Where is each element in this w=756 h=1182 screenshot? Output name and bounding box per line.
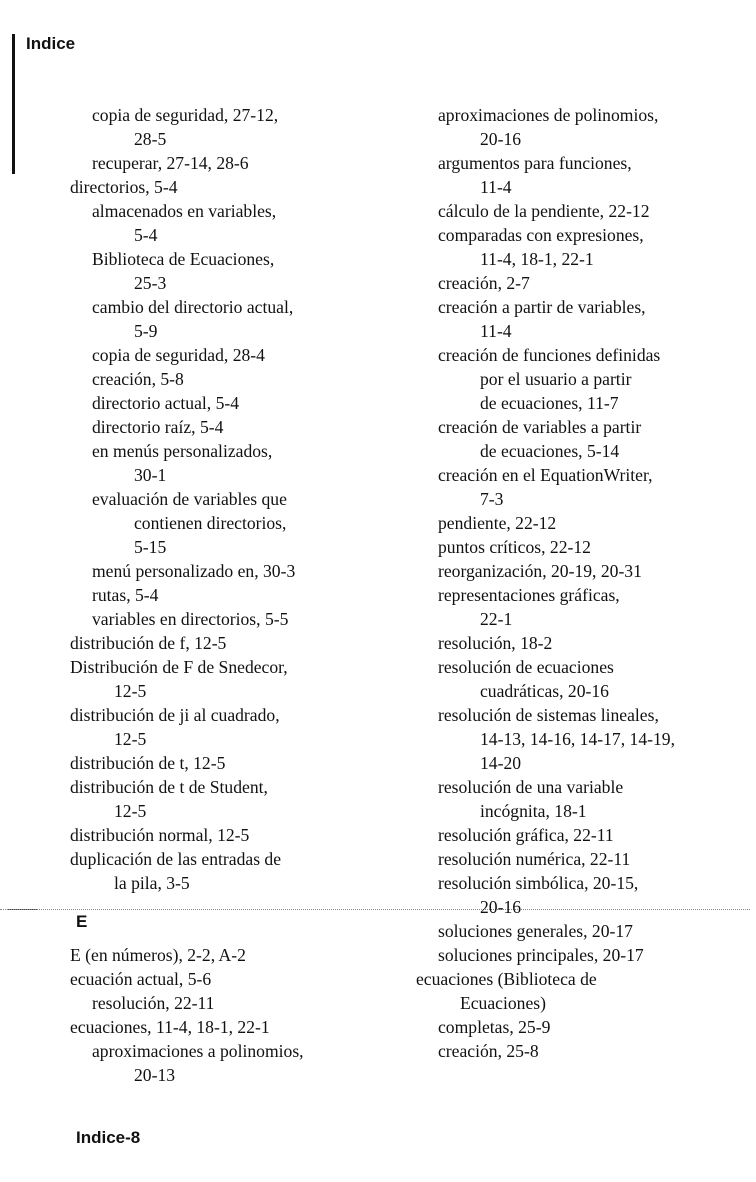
index-subentry: 20-16 bbox=[480, 129, 522, 149]
index-subentry: recuperar, 27-14, 28-6 bbox=[92, 153, 249, 173]
index-subentry: 5-9 bbox=[134, 321, 158, 341]
index-subentry: la pila, 3-5 bbox=[114, 873, 190, 893]
index-subentry: 30-1 bbox=[134, 465, 167, 485]
index-subentry: 25-3 bbox=[134, 273, 167, 293]
index-subentry: puntos críticos, 22-12 bbox=[438, 537, 591, 557]
index-subentry: reorganización, 20-19, 20-31 bbox=[438, 561, 642, 581]
index-subentry: 14-13, 14-16, 14-17, 14-19, bbox=[480, 729, 675, 749]
section-heading bbox=[70, 909, 410, 935]
index-subentry: cambio del directorio actual, bbox=[92, 297, 294, 317]
section-letter: E bbox=[76, 912, 88, 931]
index-entry: duplicación de las entradas de bbox=[70, 849, 282, 869]
thumb-tab-bar bbox=[12, 34, 15, 174]
index-subentry: de ecuaciones, 5-14 bbox=[480, 441, 620, 461]
index-subentry: Ecuaciones) bbox=[460, 993, 546, 1013]
index-subentry: aproximaciones de polinomios, bbox=[438, 105, 659, 125]
index-subentry: creación, 25-8 bbox=[438, 1041, 539, 1061]
index-subentry: 20-16 bbox=[480, 897, 522, 917]
index-entry: directorios, 5-4 bbox=[70, 177, 178, 197]
index-subentry: 22-1 bbox=[480, 609, 513, 629]
index-column-left bbox=[70, 103, 410, 1087]
index-entry: distribución normal, 12-5 bbox=[70, 825, 250, 845]
index-subentry: soluciones generales, 20-17 bbox=[438, 921, 633, 941]
index-subentry: 12-5 bbox=[114, 681, 147, 701]
index-subentry: 11-4 bbox=[480, 177, 512, 197]
index-subentry: 5-4 bbox=[134, 225, 158, 245]
index-subentry: 11-4, 18-1, 22-1 bbox=[480, 249, 594, 269]
index-subentry: creación de variables a partir bbox=[438, 417, 642, 437]
index-subentry: resolución, 18-2 bbox=[438, 633, 553, 653]
index-subentry: resolución numérica, 22-11 bbox=[438, 849, 631, 869]
index-subentry: resolución simbólica, 20-15, bbox=[438, 873, 639, 893]
index-subentry: creación, 2-7 bbox=[438, 273, 530, 293]
index-subentry: resolución de ecuaciones bbox=[438, 657, 614, 677]
index-subentry: cuadráticas, 20-16 bbox=[480, 681, 609, 701]
index-subentry: pendiente, 22-12 bbox=[438, 513, 557, 533]
index-subentry: 14-20 bbox=[480, 753, 522, 773]
index-subentry: soluciones principales, 20-17 bbox=[438, 945, 644, 965]
index-subentry: comparadas con expresiones, bbox=[438, 225, 644, 245]
index-subentry: menú personalizado en, 30-3 bbox=[92, 561, 296, 581]
index-subentry: 28-5 bbox=[134, 129, 167, 149]
index-subentry: 12-5 bbox=[114, 729, 147, 749]
index-entry: ecuación actual, 5-6 bbox=[70, 969, 212, 989]
index-subentry: resolución de una variable bbox=[438, 777, 624, 797]
index-column-right bbox=[416, 103, 736, 1063]
index-subentry: creación, 5-8 bbox=[92, 369, 184, 389]
index-entry: ecuaciones (Biblioteca de bbox=[416, 969, 597, 989]
index-subentry: aproximaciones a polinomios, bbox=[92, 1041, 304, 1061]
index-entry: E (en números), 2-2, A-2 bbox=[70, 945, 246, 965]
index-subentry: resolución gráfica, 22-11 bbox=[438, 825, 614, 845]
index-subentry: de ecuaciones, 11-7 bbox=[480, 393, 619, 413]
index-subentry: cálculo de la pendiente, 22-12 bbox=[438, 201, 650, 221]
index-subentry: directorio raíz, 5-4 bbox=[92, 417, 224, 437]
index-subentry: almacenados en variables, bbox=[92, 201, 277, 221]
index-subentry: variables en directorios, 5-5 bbox=[92, 609, 289, 629]
index-subentry: 20-13 bbox=[134, 1065, 176, 1085]
index-subentry: creación a partir de variables, bbox=[438, 297, 646, 317]
index-subentry: 12-5 bbox=[114, 801, 147, 821]
index-subentry: 7-3 bbox=[480, 489, 504, 509]
running-header: Indice bbox=[26, 34, 76, 53]
index-subentry: copia de seguridad, 27-12, bbox=[92, 105, 279, 125]
index-subentry: representaciones gráficas, bbox=[438, 585, 620, 605]
index-subentry: evaluación de variables que bbox=[92, 489, 287, 509]
index-subentry: completas, 25-9 bbox=[438, 1017, 551, 1037]
index-entry: distribución de t, 12-5 bbox=[70, 753, 226, 773]
index-entry: distribución de ji al cuadrado, bbox=[70, 705, 280, 725]
index-subentry: por el usuario a partir bbox=[480, 369, 632, 389]
page-number: Indice-8 bbox=[76, 1128, 141, 1147]
index-subentry: en menús personalizados, bbox=[92, 441, 273, 461]
index-subentry: creación en el EquationWriter, bbox=[438, 465, 653, 485]
index-entry: ecuaciones, 11-4, 18-1, 22-1 bbox=[70, 1017, 270, 1037]
index-subentry: Biblioteca de Ecuaciones, bbox=[92, 249, 275, 269]
index-entry: distribución de f, 12-5 bbox=[70, 633, 227, 653]
index-subentry: contienen directorios, bbox=[134, 513, 287, 533]
index-subentry: creación de funciones definidas bbox=[438, 345, 661, 365]
index-subentry: incógnita, 18-1 bbox=[480, 801, 587, 821]
index-subentry: resolución, 22-11 bbox=[92, 993, 215, 1013]
index-subentry: directorio actual, 5-4 bbox=[92, 393, 240, 413]
index-subentry: resolución de sistemas lineales, bbox=[438, 705, 659, 725]
index-subentry: 5-15 bbox=[134, 537, 167, 557]
index-subentry: argumentos para funciones, bbox=[438, 153, 632, 173]
index-subentry: 11-4 bbox=[480, 321, 512, 341]
index-subentry: rutas, 5-4 bbox=[92, 585, 159, 605]
index-subentry: copia de seguridad, 28-4 bbox=[92, 345, 265, 365]
index-entry: Distribución de F de Snedecor, bbox=[70, 657, 288, 677]
index-entry: distribución de t de Student, bbox=[70, 777, 268, 797]
